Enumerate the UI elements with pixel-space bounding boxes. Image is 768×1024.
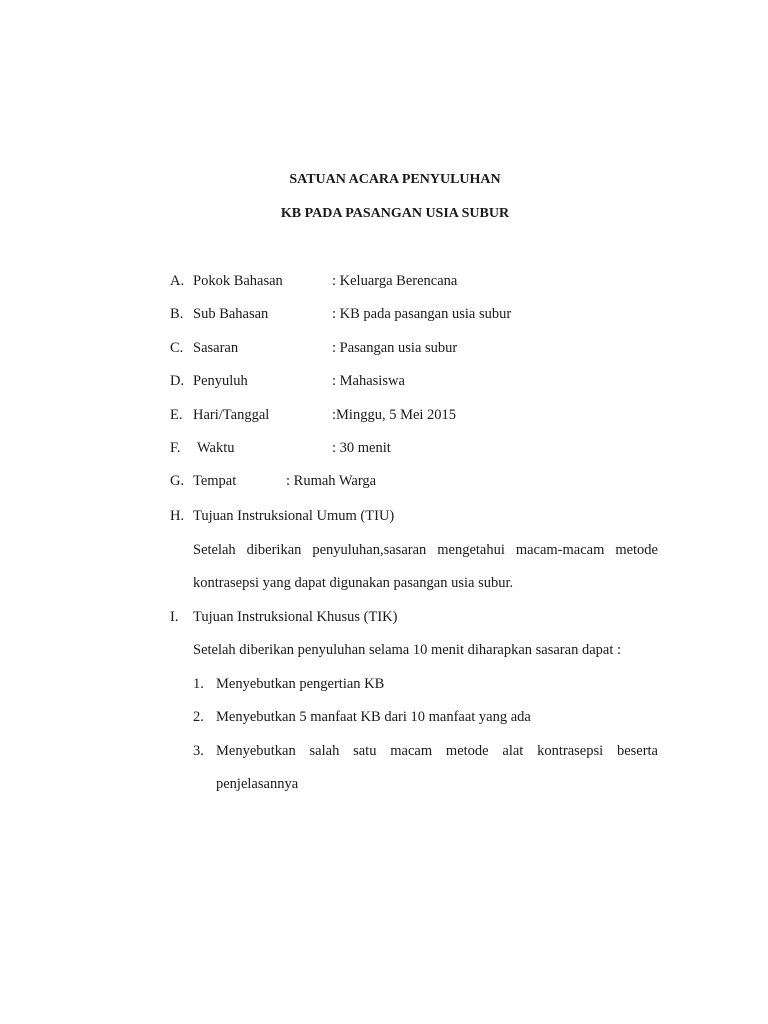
list-item: Menyebutkan 5 manfaat KB dari 10 manfaat yang ada	[216, 709, 531, 725]
tik-intro: Setelah diberikan penyuluhan selama 10 menit diharapkan sasaran dapat :	[193, 642, 622, 658]
field-value: : Rumah Warga	[286, 473, 377, 489]
field-letter: G.	[170, 473, 185, 489]
field-letter: C.	[170, 340, 184, 356]
tiu-paragraph-line2: kontrasepsi yang dapat digunakan pasangan usia subur.	[193, 575, 514, 591]
field-label: Pokok Bahasan	[193, 273, 283, 289]
section-heading: Tujuan Instruksional Umum (TIU)	[193, 508, 395, 524]
tiu-paragraph-line1: Setelah diberikan penyuluhan,sasaran mengetahui macam-macam metode	[193, 542, 658, 558]
section-letter: H.	[170, 508, 185, 524]
field-letter: B.	[170, 306, 184, 322]
section-letter: I.	[170, 609, 179, 625]
field-label: Sasaran	[193, 340, 239, 356]
list-item-continuation: penjelasannya	[216, 776, 299, 792]
field-label: Waktu	[197, 440, 235, 456]
list-item: Menyebutkan pengertian KB	[216, 676, 385, 692]
field-value: : Keluarga Berencana	[332, 273, 458, 289]
section-heading: Tujuan Instruksional Khusus (TIK)	[193, 609, 398, 625]
document-subtitle: KB PADA PASANGAN USIA SUBUR	[280, 206, 510, 221]
field-letter: A.	[170, 273, 185, 289]
field-value: : KB pada pasangan usia subur	[332, 306, 512, 322]
field-letter: D.	[170, 373, 185, 389]
list-number: 3.	[193, 743, 204, 759]
field-label: Sub Bahasan	[193, 306, 269, 322]
field-letter: F.	[170, 440, 181, 456]
list-number: 1.	[193, 676, 204, 692]
field-value: : 30 menit	[332, 440, 391, 456]
field-value: : Mahasiswa	[332, 373, 405, 389]
document-title: SATUAN ACARA PENYULUHAN	[289, 172, 501, 187]
list-item: Menyebutkan salah satu macam metode alat kontrasepsi beserta	[216, 743, 658, 759]
field-value: : Pasangan usia subur	[332, 340, 458, 356]
field-letter: E.	[170, 407, 183, 423]
list-number: 2.	[193, 709, 204, 725]
field-value: :Minggu, 5 Mei 2015	[332, 407, 457, 423]
field-label: Penyuluh	[193, 373, 248, 389]
field-label: Hari/Tanggal	[193, 407, 270, 423]
field-label: Tempat	[193, 473, 237, 489]
